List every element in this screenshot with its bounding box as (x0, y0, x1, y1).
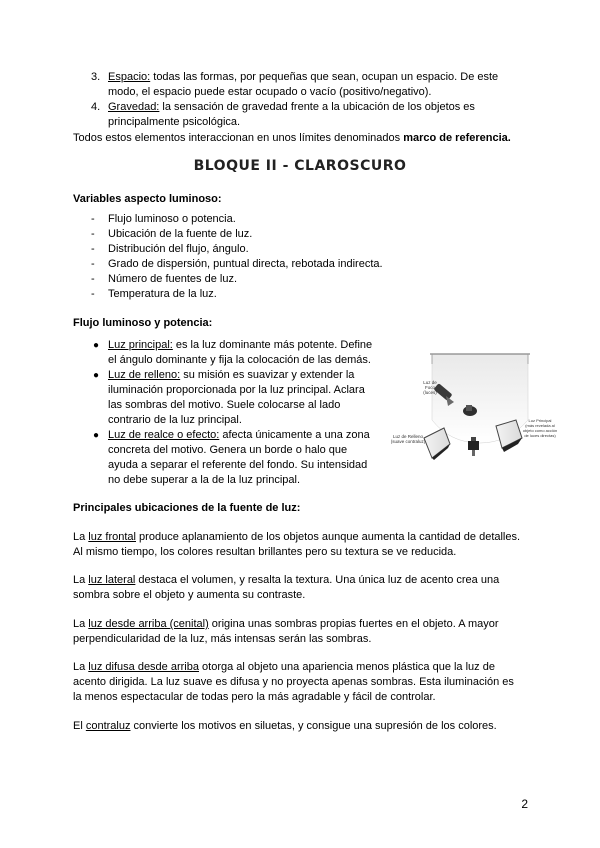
dash-marker: - (91, 213, 95, 225)
luz-principal-item (108, 338, 372, 353)
list-item-continuation: modo, el espacio puede estar ocupado o vacío (positivo/negativo). (108, 86, 432, 98)
item-text: afecta únicamente a una zona (219, 429, 370, 441)
text-run: La (73, 531, 89, 543)
paragraph-line: sombra sobre el objeto y aumenta su contraste. (73, 589, 306, 601)
softbox-left (424, 428, 450, 460)
text-run: La (73, 661, 89, 673)
luz-relleno-item (108, 368, 354, 383)
label-right-2: objeto como acción (522, 428, 558, 433)
item-text: es la luz dominante más potente. Define (172, 339, 373, 351)
paragraph-line: perpendicularidad de la luz, más intensas serán las sombras. (73, 633, 372, 645)
term-contraluz: contraluz (85, 720, 131, 732)
list-item-number: 3. (91, 71, 101, 83)
label-top-0: Luz de (423, 380, 437, 385)
bullet-marker: ● (93, 430, 100, 441)
term-luz-cenital: luz desde arriba (cenital) (88, 618, 209, 630)
item-continuation: contrario de la luz principal. (108, 414, 242, 426)
variable-item: Temperatura de la luz. (108, 288, 217, 300)
item-continuation: el ángulo dominante y fija la colocación de las demás. (108, 354, 371, 366)
luz-realce-item (108, 428, 370, 443)
variable-item: Número de fuentes de luz. (108, 273, 238, 285)
label-right-1: (más revelada al (525, 423, 555, 428)
dash-marker: - (91, 243, 95, 255)
text-run: origina unas sombras propias fuertes en el objeto. A mayor (208, 618, 499, 630)
paragraph-luz-difusa (73, 660, 495, 675)
item-continuation: las sombras del motivo. Suele colocarse al lado (108, 399, 341, 411)
variables-heading: Variables aspecto luminoso: (73, 193, 222, 205)
dash-marker: - (91, 273, 95, 285)
term-luz-difusa: luz difusa desde arriba (88, 661, 199, 673)
paragraph-line: Al mismo tiempo, los colores resultan brillantes pero su textura se ve reducida. (73, 546, 457, 558)
term-luz-principal: Luz principal: (108, 339, 173, 351)
intro-bold-term: marco de referencia. (403, 132, 511, 144)
label-right-0: Luz Principal (528, 418, 552, 423)
label-left-0: Luz de Relleno (392, 434, 424, 439)
bullet-marker: ● (93, 340, 100, 351)
list-item-continuation: principalmente psicológica. (108, 116, 241, 128)
term-luz-relleno: Luz de relleno: (108, 369, 181, 381)
list-item-gravedad (108, 100, 475, 115)
item-continuation: no debe superar a la de la luz principal. (108, 474, 301, 486)
term-luz-frontal: luz frontal (88, 531, 136, 543)
term-gravedad: Gravedad: (108, 101, 160, 113)
text-run: La (73, 574, 89, 586)
bullet-marker: ● (93, 370, 100, 381)
variable-item: Distribución del flujo, ángulo. (108, 243, 249, 255)
text-run: otorga al objeto una apariencia menos plástica que la luz de (198, 661, 495, 673)
paragraph-luz-lateral (73, 573, 499, 588)
paragraph-line: la menos espectacular de todas pero la más agradable y fácil de controlar. (73, 691, 436, 703)
variable-item: Ubicación de la fuente de luz. (108, 228, 253, 240)
list-item-number: 4. (91, 101, 101, 113)
item-continuation: iluminación proporcionada por la luz principal. Aclara (108, 384, 365, 396)
text-run: La (73, 618, 89, 630)
dash-marker: - (91, 258, 95, 270)
paragraph-luz-cenital (73, 617, 499, 632)
item-continuation: ayuda a separar el referente del fondo. Su intensidad (108, 459, 368, 471)
page-number: 2 (521, 797, 528, 811)
item-text: su misión es suavizar y extender la (180, 369, 355, 381)
dash-marker: - (91, 228, 95, 240)
section-title: BLOQUE II - CLAROSCURO (193, 158, 407, 174)
term-luz-lateral: luz lateral (88, 574, 136, 586)
text-run: El (73, 720, 86, 732)
list-item-text: la sensación de gravedad frente a la ubicación de los objetos es (159, 101, 475, 113)
text-run: produce aplanamiento de los objetos aunque aumenta la cantidad de detalles. (136, 531, 521, 543)
term-espacio: Espacio: (108, 71, 151, 83)
list-item-text: todas las formas, por pequeñas que sean, ocupan un espacio. De este (150, 71, 499, 83)
variable-item: Flujo luminoso o potencia. (108, 213, 236, 225)
dash-marker: - (91, 288, 95, 300)
text-run: destaca el volumen, y resalta la textura. Una única luz de acento crea una (135, 574, 500, 586)
text-run: convierte los motivos en siluetas, y consigue una supresión de los colores. (130, 720, 497, 732)
label-right-3: de luces directas) (524, 433, 556, 438)
label-top-1: Foco (424, 385, 436, 390)
variable-item: Grado de dispersión, puntual directa, rebotada indirecta. (108, 258, 383, 270)
intro-text: Todos estos elementos interaccionan en unos límites denominados (73, 132, 404, 144)
ubicaciones-heading: Principales ubicaciones de la fuente de luz: (73, 502, 301, 514)
label-left-1: (suave contraluz) (390, 439, 426, 444)
flujo-heading: Flujo luminoso y potencia: (73, 317, 213, 329)
label-top-2: (luces) (423, 390, 437, 395)
paragraph-luz-frontal (73, 530, 520, 545)
lighting-setup-figure (388, 348, 558, 468)
item-continuation: concreta del motivo. Genera un borde o halo que (108, 444, 348, 456)
term-luz-realce: Luz de realce o efecto: (108, 429, 220, 441)
softbox-right (496, 420, 522, 452)
intro-sentence (73, 131, 511, 146)
paragraph-contraluz (73, 719, 497, 734)
list-item-espacio (108, 70, 498, 85)
paragraph-line: acento dirigida. La luz suave es difusa y no proyecta apenas sombras. Esta iluminación es (73, 676, 514, 688)
